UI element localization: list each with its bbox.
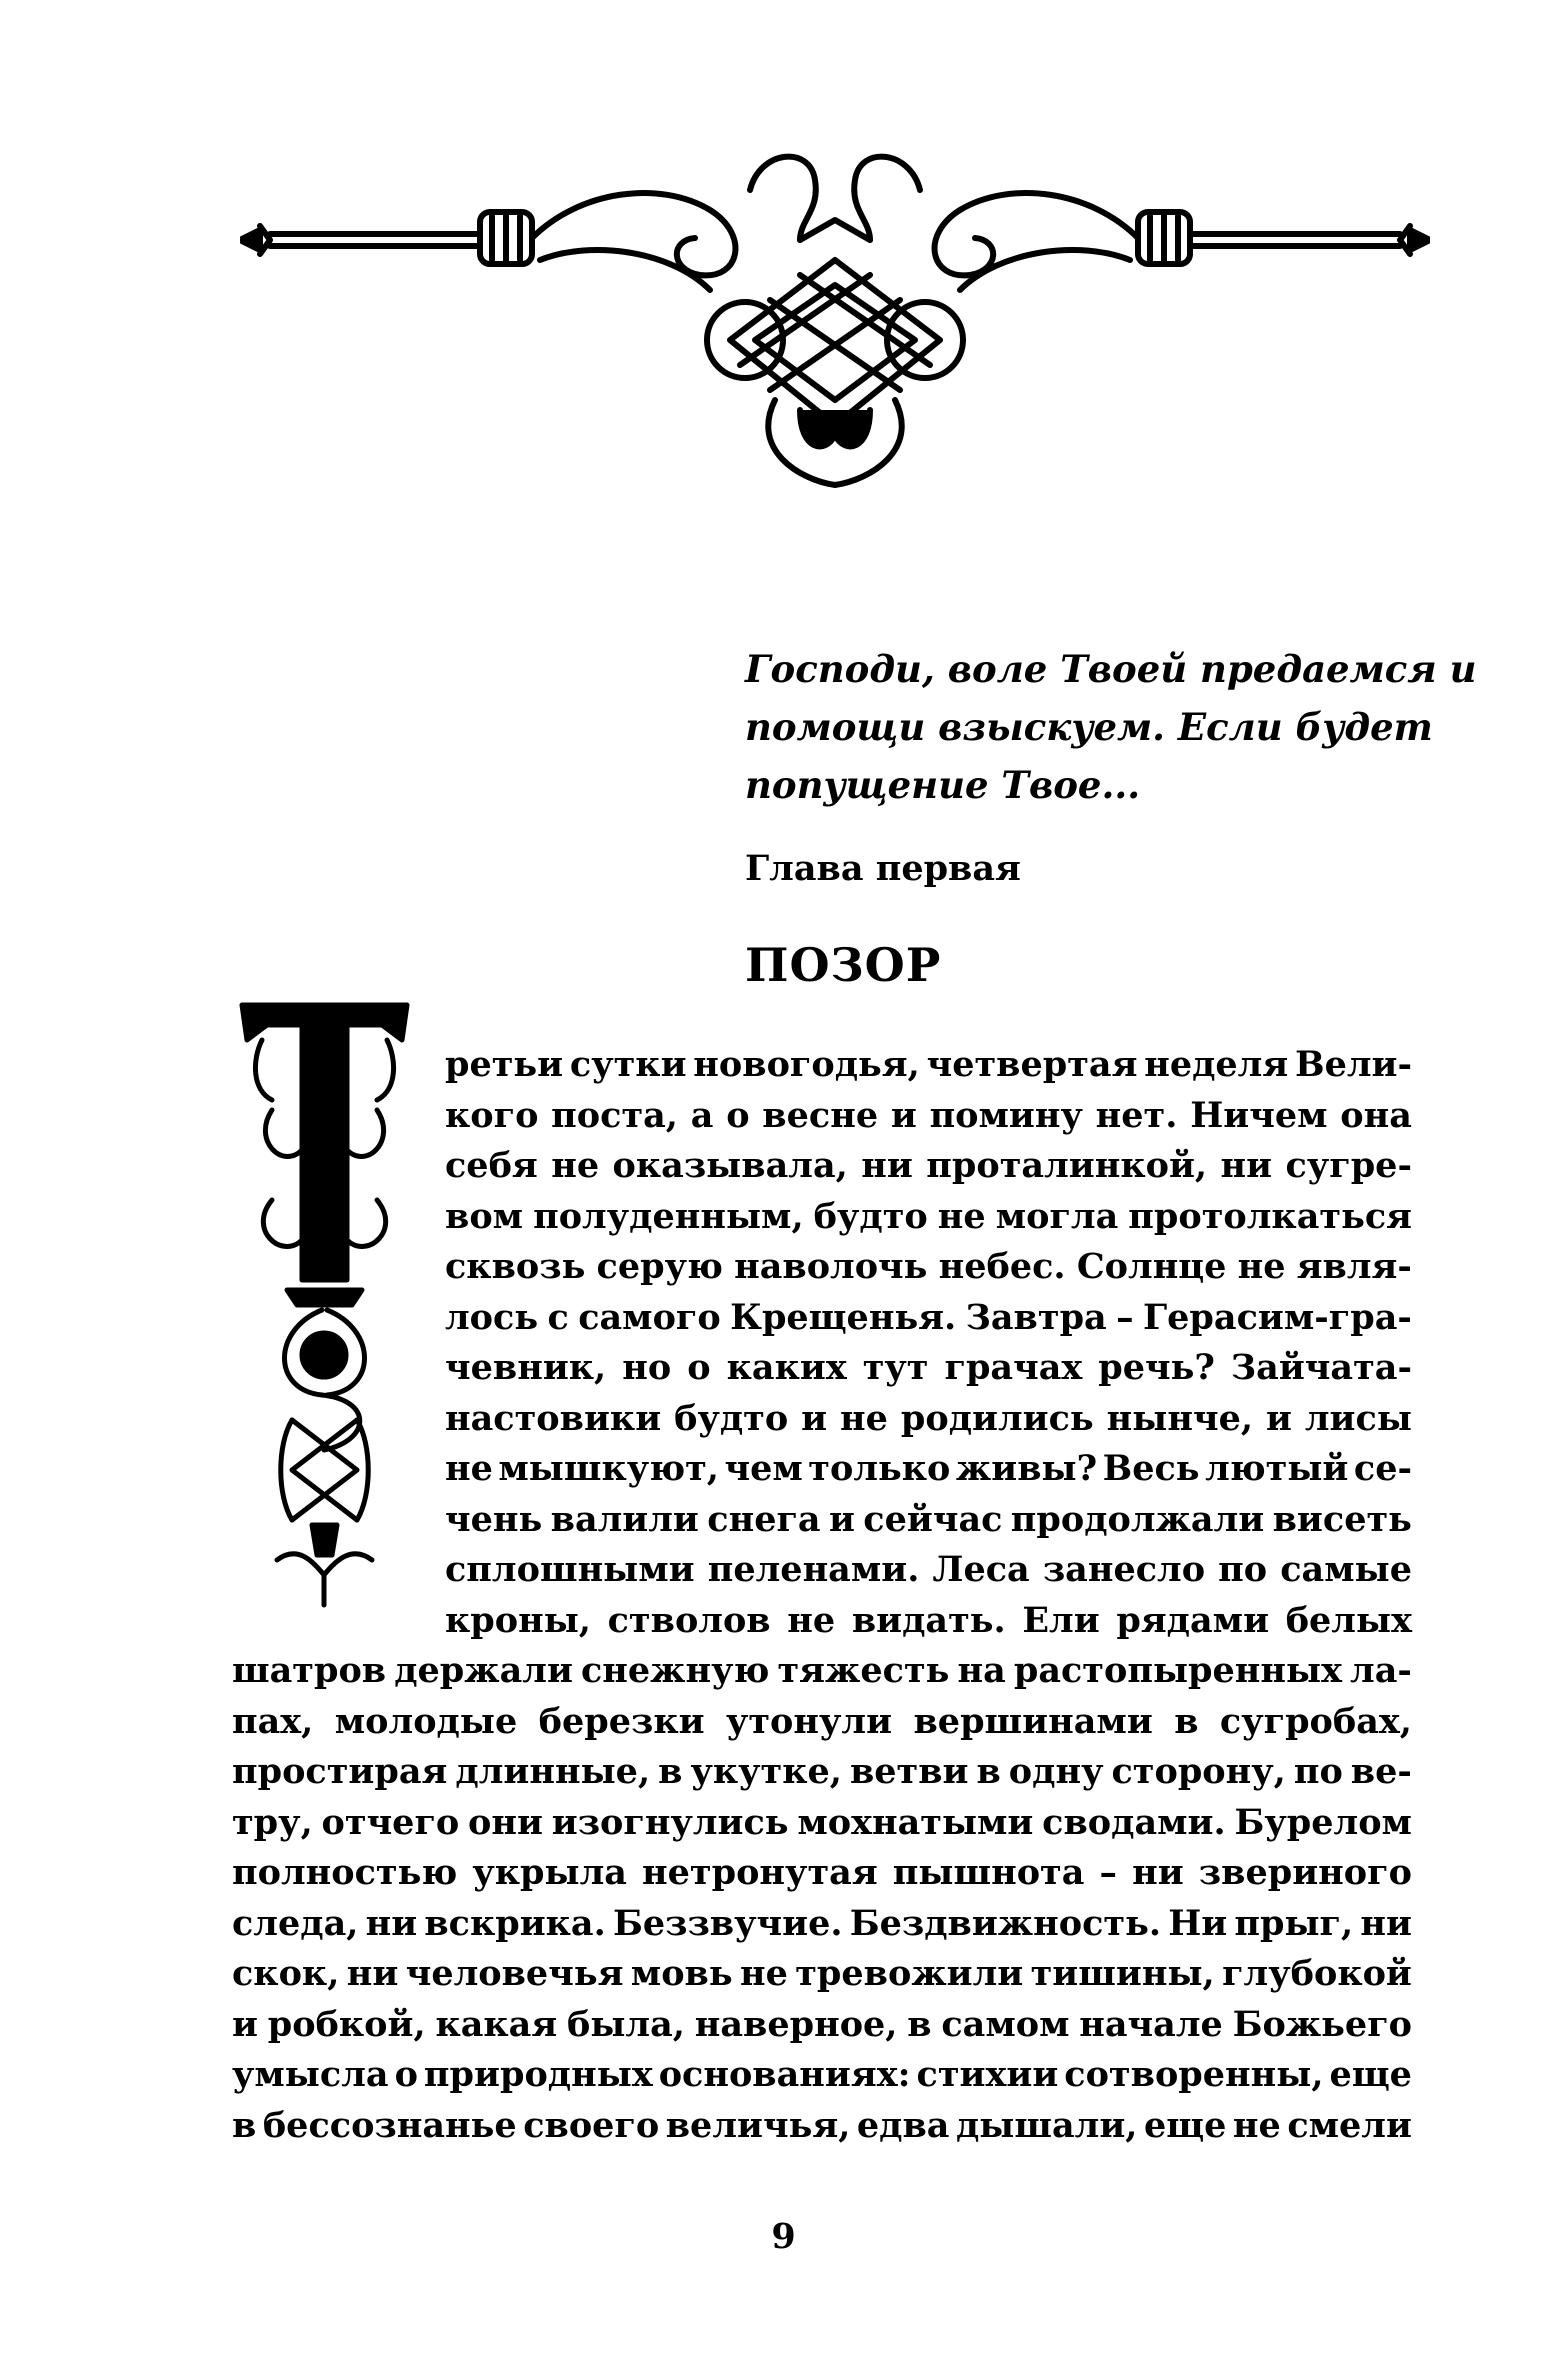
text-line: умысла о природных основаниях: стихии сотворенны, еще <box>232 2054 1412 2095</box>
text-line: себя не оказывала, ни проталинкой, ни сугре- <box>445 1145 1412 1186</box>
text-line: сплошными пеленами. Леса занесло по самые <box>445 1549 1412 1590</box>
text-line: в бессознанье своего величья, едва дышали, еще не смели <box>232 2104 1412 2146</box>
chapter-label: Глава первая <box>745 848 1021 889</box>
text-line: простирая длинные, в укутке, ветви в одну сторону, по ве- <box>232 1751 1412 1792</box>
headpiece-ornament <box>240 150 1430 490</box>
text-line: не мышкуют, чем только живы? Весь лютый се- <box>445 1448 1412 1489</box>
text-line: чень валили снега и сейчас продолжали висеть <box>445 1498 1412 1540</box>
epigraph-line: попущение Твое... <box>745 763 1141 807</box>
text-line: кроны, стволов не видать. Ели рядами белых <box>445 1599 1412 1641</box>
text-line: лось с самого Крещенья. Завтра – Герасим-гра- <box>445 1296 1412 1338</box>
epigraph-line: помощи взыскуем. Если будет <box>745 705 1433 749</box>
text-line: тру, отчего они изогнулись мохнатыми сводами. Бурелом <box>232 1801 1412 1843</box>
page-number: 9 <box>771 2216 796 2257</box>
text-line: и робкой, какая была, наверное, в самом начале Божьего <box>232 2003 1412 2045</box>
epigraph-line: Господи, воле Твоей предаемся и <box>745 647 1477 691</box>
chapter-title: ПОЗОР <box>745 938 942 992</box>
text-line: сквозь серую наволочь небес. Солнце не явля- <box>445 1246 1412 1287</box>
text-line: ретьи сутки новогодья, четвертая неделя Вели- <box>445 1044 1412 1085</box>
text-line: полностью укрыла нетронутая пышнота – ни звериного <box>232 1852 1412 1893</box>
text-line: чевник, но о каких тут грачах речь? Зайчата- <box>445 1347 1412 1388</box>
text-line: настовики будто и не родились нынче, и лисы <box>445 1397 1412 1439</box>
text-line: скок, ни человечья мовь не тревожили тишины, глубокой <box>232 1953 1412 1994</box>
text-line: шатров держали снежную тяжесть на растопыренных ла- <box>232 1650 1412 1691</box>
text-line: вом полуденным, будто не могла протолкаться <box>445 1195 1412 1237</box>
text-line: пах, молодые березки утонули вершинами в сугробах, <box>232 1700 1412 1742</box>
text-line: следа, ни вскрика. Беззвучие. Бездвижность. Ни прыг, ни <box>232 1902 1412 1944</box>
text-line: кого поста, а о весне и помину нет. Ничем она <box>445 1094 1412 1136</box>
epigraph <box>745 640 1477 814</box>
body-text <box>232 1040 1412 2151</box>
